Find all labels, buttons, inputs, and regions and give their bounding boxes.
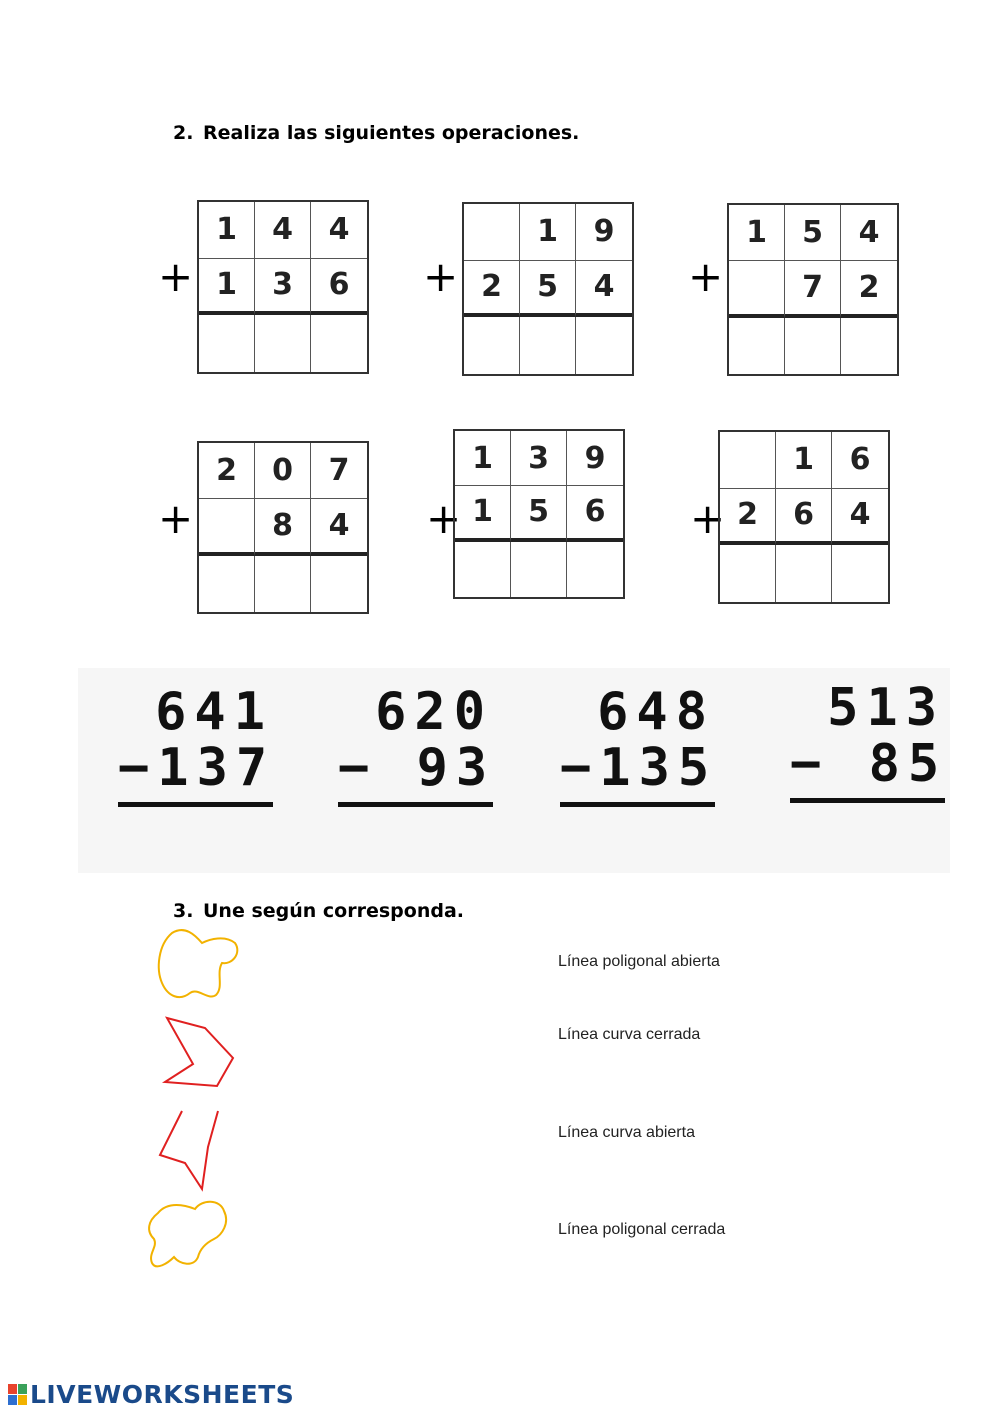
subtraction-problem [118, 682, 276, 857]
digit-cell: 1 [455, 431, 511, 486]
closed-curve-shape-2[interactable] [140, 1195, 240, 1275]
digit-cell: 9 [567, 431, 623, 486]
digit-cell: 3 [511, 431, 567, 486]
digit-cell: 4 [832, 489, 888, 546]
digit-cell: 6 [776, 489, 832, 546]
digit-cell: 1 [199, 259, 255, 316]
digit-cell: 4 [255, 202, 311, 259]
section-3-number: 3. [173, 900, 194, 922]
answer-cell[interactable] [464, 317, 520, 374]
digit-cell: 4 [311, 499, 367, 555]
plus-sign: + [158, 252, 194, 301]
answer-cell[interactable] [511, 542, 567, 597]
digit-cell: 5 [785, 205, 841, 261]
open-polygon-shape[interactable] [150, 1105, 240, 1195]
digit-cell: 1 [520, 204, 576, 261]
answer-field[interactable] [118, 807, 273, 857]
digit-cell: 7 [311, 443, 367, 499]
subtraction-problem [338, 682, 496, 857]
answer-cell[interactable] [255, 556, 311, 612]
digit-cell: 4 [311, 202, 367, 259]
digit-cell: 8 [255, 499, 311, 555]
label-closed-polygon[interactable]: Línea poligonal cerrada [558, 1221, 726, 1238]
digit-cell: 2 [199, 443, 255, 499]
answer-cell[interactable] [199, 315, 255, 372]
subtrahend: − 93 [338, 738, 496, 798]
answer-cell[interactable] [785, 318, 841, 374]
subtraction-problem [560, 682, 718, 857]
addition-grid [727, 203, 899, 376]
digit-cell: 6 [311, 259, 367, 316]
section-3-title: Une según corresponda. [203, 900, 464, 922]
digit-cell: 2 [720, 489, 776, 546]
digit-cell [720, 432, 776, 489]
digit-cell: 3 [255, 259, 311, 316]
plus-sign: + [426, 494, 462, 543]
digit-cell [464, 204, 520, 261]
answer-field[interactable] [338, 807, 493, 857]
section-2-number: 2. [173, 122, 194, 144]
subtrahend: − 85 [790, 734, 948, 794]
answer-cell[interactable] [832, 545, 888, 602]
digit-cell: 7 [785, 261, 841, 317]
digit-cell: 6 [832, 432, 888, 489]
digit-cell: 1 [776, 432, 832, 489]
digit-cell: 4 [841, 205, 897, 261]
answer-cell[interactable] [720, 545, 776, 602]
answer-cell[interactable] [199, 556, 255, 612]
addition-grid [718, 430, 890, 604]
closed-polygon-shape[interactable] [155, 1012, 245, 1092]
answer-cell[interactable] [311, 315, 367, 372]
subtraction-problem [790, 678, 948, 853]
addition-grid [453, 429, 625, 599]
answer-cell[interactable] [729, 318, 785, 374]
digit-cell: 9 [576, 204, 632, 261]
label-closed-curve[interactable]: Línea curva cerrada [558, 1026, 701, 1043]
subtrahend: −137 [118, 738, 276, 798]
digit-cell: 2 [464, 261, 520, 318]
addition-grid [197, 441, 369, 614]
label-open-curve[interactable]: Línea curva abierta [558, 1124, 695, 1141]
plus-sign: + [158, 494, 194, 543]
answer-cell[interactable] [255, 315, 311, 372]
liveworksheets-logo [8, 1380, 294, 1409]
digit-cell [199, 499, 255, 555]
plus-sign: + [690, 494, 726, 543]
section-2-heading [173, 122, 579, 144]
answer-cell[interactable] [567, 542, 623, 597]
addition-grid [197, 200, 369, 374]
minuend: 620 [375, 682, 493, 742]
answer-field[interactable] [560, 807, 715, 857]
digit-cell: 6 [567, 486, 623, 541]
closed-curve-shape[interactable] [150, 925, 250, 1005]
digit-cell: 1 [199, 202, 255, 259]
answer-field[interactable] [790, 803, 945, 853]
answer-cell[interactable] [455, 542, 511, 597]
addition-grid [462, 202, 634, 376]
answer-cell[interactable] [776, 545, 832, 602]
minuend: 641 [155, 682, 273, 742]
logo-mark-icon [8, 1384, 27, 1405]
label-open-polygon[interactable]: Línea poligonal abierta [558, 953, 720, 970]
digit-cell: 1 [729, 205, 785, 261]
answer-cell[interactable] [576, 317, 632, 374]
plus-sign: + [423, 252, 459, 301]
digit-cell: 1 [455, 486, 511, 541]
plus-sign: + [688, 252, 724, 301]
section-3-heading [173, 900, 464, 922]
digit-cell: 5 [511, 486, 567, 541]
subtrahend: −135 [560, 738, 718, 798]
digit-cell: 4 [576, 261, 632, 318]
digit-cell: 0 [255, 443, 311, 499]
digit-cell: 2 [841, 261, 897, 317]
digit-cell [729, 261, 785, 317]
minuend: 513 [827, 678, 945, 738]
minuend: 648 [597, 682, 715, 742]
brand-name: LIVEWORKSHEETS [30, 1380, 295, 1409]
answer-cell[interactable] [520, 317, 576, 374]
answer-cell[interactable] [841, 318, 897, 374]
section-2-title: Realiza las siguientes operaciones. [203, 122, 580, 144]
answer-cell[interactable] [311, 556, 367, 612]
digit-cell: 5 [520, 261, 576, 318]
